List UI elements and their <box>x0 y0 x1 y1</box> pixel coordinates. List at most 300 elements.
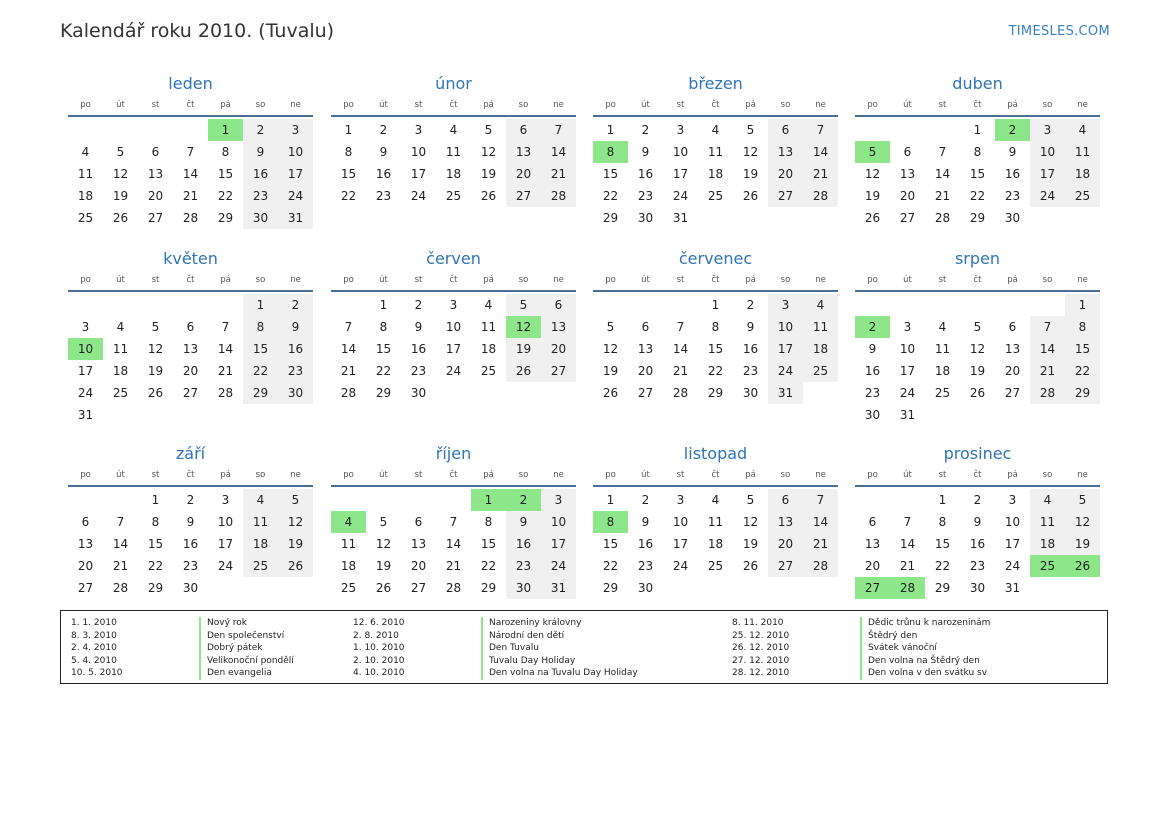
holiday-name: Dědic trůnu k narozeninám <box>860 617 990 630</box>
day-cell: 30 <box>243 207 278 229</box>
weekday-label: út <box>641 100 650 110</box>
day-cell: 11 <box>934 342 951 356</box>
day-cell: 30 <box>742 386 759 400</box>
day-cell: 12 <box>969 342 986 356</box>
day-cell: 8 <box>379 320 388 334</box>
day-cell: 29 <box>1065 382 1100 404</box>
weekday-label: pá <box>220 100 231 110</box>
day-cell: 1 <box>973 123 982 137</box>
day-cell: 14 <box>934 167 951 181</box>
month-name: říjen <box>435 444 472 463</box>
day-cell: 17 <box>768 338 803 360</box>
weekday-label: út <box>116 470 125 480</box>
day-cell: 9 <box>243 141 278 163</box>
empty-cell <box>436 489 471 511</box>
day-cell: 19 <box>147 364 164 378</box>
weekday-label: út <box>641 470 650 480</box>
day-cell: 21 <box>217 364 234 378</box>
day-cell: 7 <box>449 515 458 529</box>
day-cell: 26 <box>375 581 392 595</box>
day-cell: 24 <box>217 559 234 573</box>
day-cell: 18 <box>480 342 497 356</box>
day-cell: 7 <box>676 320 685 334</box>
day-cell: 19 <box>278 533 313 555</box>
weekday-label: út <box>379 470 388 480</box>
holiday-name: Den volna na Štědrý den <box>860 655 980 668</box>
holiday-date: 1. 10. 2010 <box>353 643 405 653</box>
day-cell: 11 <box>1030 511 1065 533</box>
day-cell: 22 <box>480 559 497 573</box>
day-cell: 4 <box>243 489 278 511</box>
empty-cell <box>855 489 890 511</box>
holiday-name: Narozeniny královny <box>481 617 581 630</box>
day-cell: 12 <box>1065 511 1100 533</box>
day-cell: 1 <box>938 493 947 507</box>
day-cell: 8 <box>1065 316 1100 338</box>
day-cell: 4 <box>803 294 838 316</box>
day-cell: 21 <box>445 559 462 573</box>
day-cell: 20 <box>541 338 576 360</box>
month-block <box>68 443 313 599</box>
day-cell: 9 <box>186 515 195 529</box>
day-cell: 28 <box>672 386 689 400</box>
days-grid <box>855 489 1100 599</box>
holiday-name: Štědrý den <box>860 630 917 643</box>
day-cell: 18 <box>1030 533 1065 555</box>
day-cell: 31 <box>1004 581 1021 595</box>
day-cell: 2 <box>973 493 982 507</box>
day-cell: 29 <box>147 581 164 595</box>
day-cell: 5 <box>973 320 982 334</box>
day-cell: 7 <box>541 119 576 141</box>
weekday-label: čt <box>186 100 195 110</box>
month-name: červenec <box>678 249 753 268</box>
day-cell: 14 <box>541 141 576 163</box>
empty-cell <box>663 294 698 316</box>
month-name: leden <box>168 74 213 93</box>
holiday-name: Den společenství <box>199 630 284 643</box>
day-cell: 14 <box>803 511 838 533</box>
day-cell: 29 <box>969 211 986 225</box>
empty-cell <box>855 294 890 316</box>
day-cell: 28 <box>1030 382 1065 404</box>
day-cell: 28 <box>541 185 576 207</box>
day-cell: 12 <box>864 167 881 181</box>
weekday-label: čt <box>973 275 982 285</box>
weekday-label: po <box>867 275 878 285</box>
empty-cell <box>401 489 436 511</box>
holiday-legend <box>60 610 1108 684</box>
month-block <box>68 73 313 229</box>
weekday-label: po <box>867 100 878 110</box>
day-cell: 1 <box>606 123 615 137</box>
day-cell: 1 <box>151 493 160 507</box>
day-cell: 11 <box>445 145 462 159</box>
weekday-label: pá <box>220 275 231 285</box>
day-cell: 8 <box>973 145 982 159</box>
day-cell: 11 <box>707 515 724 529</box>
day-cell: 22 <box>1065 360 1100 382</box>
weekday-label: po <box>343 275 354 285</box>
day-cell: 24 <box>768 360 803 382</box>
day-cell: 14 <box>340 342 357 356</box>
day-cell: 9 <box>973 515 982 529</box>
day-cell: 12 <box>375 537 392 551</box>
weekday-label: pá <box>483 470 494 480</box>
day-cell: 10 <box>68 338 103 360</box>
holiday-date: 2. 10. 2010 <box>353 655 405 666</box>
day-cell: 16 <box>864 364 881 378</box>
weekday-label: út <box>379 275 388 285</box>
empty-cell <box>68 489 103 511</box>
day-cell: 12 <box>742 145 759 159</box>
day-cell: 11 <box>243 511 278 533</box>
day-cell: 30 <box>864 408 881 422</box>
days-grid <box>855 294 1100 426</box>
day-cell: 17 <box>899 364 916 378</box>
day-cell: 18 <box>445 167 462 181</box>
day-cell: 29 <box>480 581 497 595</box>
day-cell: 23 <box>243 185 278 207</box>
weekday-label: so <box>780 100 791 110</box>
holiday-date: 10. 5. 2010 <box>71 668 123 678</box>
day-cell: 15 <box>147 537 164 551</box>
day-cell: 10 <box>672 515 689 529</box>
day-cell: 16 <box>243 163 278 185</box>
day-cell: 8 <box>711 320 720 334</box>
weekday-label: ne <box>553 470 564 480</box>
day-cell: 27 <box>182 386 199 400</box>
day-cell: 27 <box>855 577 890 599</box>
weekday-label: so <box>780 470 791 480</box>
day-cell: 10 <box>278 141 313 163</box>
weekday-label: pá <box>483 275 494 285</box>
day-cell: 22 <box>147 559 164 573</box>
day-cell: 5 <box>116 145 125 159</box>
day-cell: 7 <box>344 320 353 334</box>
weekday-label: čt <box>711 470 720 480</box>
day-cell: 30 <box>182 581 199 595</box>
days-grid <box>68 119 313 229</box>
day-cell: 14 <box>112 537 129 551</box>
day-cell: 5 <box>606 320 615 334</box>
day-cell: 13 <box>768 511 803 533</box>
day-cell: 9 <box>1008 145 1017 159</box>
weekday-header <box>855 469 1100 487</box>
day-cell: 1 <box>606 493 615 507</box>
empty-cell <box>331 294 366 316</box>
day-cell: 13 <box>637 342 654 356</box>
days-grid <box>331 294 576 404</box>
day-cell: 30 <box>410 386 427 400</box>
weekday-label: pá <box>1007 470 1018 480</box>
legend-row <box>732 642 1092 655</box>
day-cell: 26 <box>969 386 986 400</box>
day-cell: 19 <box>969 364 986 378</box>
day-cell: 12 <box>112 167 129 181</box>
weekday-label: so <box>255 100 266 110</box>
day-cell: 26 <box>602 386 619 400</box>
day-cell: 30 <box>506 577 541 599</box>
day-cell: 22 <box>217 189 234 203</box>
day-cell: 19 <box>864 189 881 203</box>
day-cell: 2 <box>278 294 313 316</box>
empty-cell <box>103 294 138 316</box>
legend-row <box>353 630 713 643</box>
day-cell: 15 <box>602 167 619 181</box>
holiday-name: Nový rok <box>199 617 247 630</box>
weekday-label: st <box>414 470 423 480</box>
day-cell: 25 <box>707 189 724 203</box>
day-cell: 3 <box>1008 493 1017 507</box>
weekday-header <box>593 469 838 487</box>
day-cell: 26 <box>1065 555 1100 577</box>
weekday-label: čt <box>973 470 982 480</box>
day-cell: 3 <box>676 493 685 507</box>
holiday-date: 27. 12. 2010 <box>732 655 790 666</box>
brand-link[interactable]: TIMESLES.COM <box>1008 24 1110 39</box>
day-cell: 5 <box>278 489 313 511</box>
holiday-name: Den evangelia <box>199 667 272 680</box>
day-cell: 23 <box>1004 189 1021 203</box>
day-cell: 16 <box>278 338 313 360</box>
day-cell: 6 <box>903 145 912 159</box>
day-cell: 29 <box>217 211 234 225</box>
day-cell: 9 <box>641 145 650 159</box>
day-cell: 12 <box>147 342 164 356</box>
day-cell: 3 <box>541 489 576 511</box>
month-block <box>593 73 838 229</box>
day-cell: 11 <box>480 320 497 334</box>
day-cell: 23 <box>864 386 881 400</box>
day-cell: 17 <box>541 533 576 555</box>
days-grid <box>68 489 313 599</box>
weekday-header <box>331 469 576 487</box>
day-cell: 13 <box>182 342 199 356</box>
day-cell: 19 <box>602 364 619 378</box>
day-cell: 26 <box>112 211 129 225</box>
day-cell: 14 <box>672 342 689 356</box>
day-cell: 31 <box>278 207 313 229</box>
day-cell: 18 <box>77 189 94 203</box>
legend-row <box>353 642 713 655</box>
day-cell: 13 <box>506 141 541 163</box>
day-cell: 19 <box>742 537 759 551</box>
day-cell: 20 <box>768 533 803 555</box>
weekday-label: st <box>414 100 423 110</box>
weekday-header <box>855 274 1100 292</box>
holiday-name: Den volna na Tuvalu Day Holiday <box>481 667 638 680</box>
empty-cell <box>68 294 103 316</box>
day-cell: 11 <box>77 167 94 181</box>
day-cell: 8 <box>344 145 353 159</box>
weekday-label: čt <box>449 470 458 480</box>
day-cell: 25 <box>480 364 497 378</box>
day-cell: 27 <box>1004 386 1021 400</box>
day-cell: 28 <box>890 577 925 599</box>
day-cell: 31 <box>899 408 916 422</box>
day-cell: 2 <box>414 298 423 312</box>
day-cell: 5 <box>1065 489 1100 511</box>
day-cell: 17 <box>1030 163 1065 185</box>
day-cell: 19 <box>375 559 392 573</box>
empty-cell <box>208 294 243 316</box>
day-cell: 23 <box>969 559 986 573</box>
weekday-label: út <box>116 275 125 285</box>
day-cell: 7 <box>221 320 230 334</box>
day-cell: 11 <box>803 316 838 338</box>
weekday-label: so <box>255 470 266 480</box>
day-cell: 8 <box>938 515 947 529</box>
day-cell: 3 <box>768 294 803 316</box>
day-cell: 24 <box>541 555 576 577</box>
day-cell: 20 <box>899 189 916 203</box>
day-cell: 23 <box>637 189 654 203</box>
days-grid <box>331 489 576 599</box>
empty-cell <box>855 119 890 141</box>
day-cell: 20 <box>147 189 164 203</box>
day-cell: 21 <box>340 364 357 378</box>
day-cell: 27 <box>637 386 654 400</box>
day-cell: 18 <box>112 364 129 378</box>
day-cell: 10 <box>899 342 916 356</box>
day-cell: 1 <box>1065 294 1100 316</box>
day-cell: 19 <box>1065 533 1100 555</box>
day-cell: 16 <box>506 533 541 555</box>
empty-cell <box>925 119 960 141</box>
month-name: únor <box>435 74 472 93</box>
day-cell: 2 <box>506 489 541 511</box>
day-cell: 14 <box>803 141 838 163</box>
day-cell: 3 <box>449 298 458 312</box>
day-cell: 17 <box>410 167 427 181</box>
weekday-label: ne <box>815 100 826 110</box>
day-cell: 28 <box>340 386 357 400</box>
day-cell: 7 <box>116 515 125 529</box>
empty-cell <box>138 294 173 316</box>
day-cell: 23 <box>375 189 392 203</box>
month-block <box>68 248 313 426</box>
day-cell: 24 <box>410 189 427 203</box>
day-cell: 26 <box>742 559 759 573</box>
day-cell: 17 <box>445 342 462 356</box>
day-cell: 7 <box>186 145 195 159</box>
day-cell: 3 <box>903 320 912 334</box>
day-cell: 16 <box>742 342 759 356</box>
day-cell: 7 <box>903 515 912 529</box>
day-cell: 20 <box>637 364 654 378</box>
day-cell: 24 <box>445 364 462 378</box>
day-cell: 21 <box>182 189 199 203</box>
day-cell: 14 <box>899 537 916 551</box>
day-cell: 27 <box>899 211 916 225</box>
holiday-date: 2. 8. 2010 <box>353 630 399 641</box>
day-cell: 18 <box>707 537 724 551</box>
holiday-name: Den volna v den svátku sv <box>860 667 987 680</box>
day-cell: 10 <box>217 515 234 529</box>
holiday-name: Svátek vánoční <box>860 642 937 655</box>
day-cell: 2 <box>746 298 755 312</box>
weekday-label: po <box>605 100 616 110</box>
weekday-label: st <box>676 470 685 480</box>
day-cell: 29 <box>375 386 392 400</box>
day-cell: 25 <box>243 555 278 577</box>
day-cell: 11 <box>340 537 357 551</box>
day-cell: 28 <box>445 581 462 595</box>
day-cell: 19 <box>112 189 129 203</box>
legend-row <box>353 617 713 630</box>
day-cell: 15 <box>480 537 497 551</box>
day-cell: 21 <box>934 189 951 203</box>
empty-cell <box>68 119 103 141</box>
day-cell: 3 <box>81 320 90 334</box>
day-cell: 28 <box>182 211 199 225</box>
weekday-label: ne <box>815 275 826 285</box>
day-cell: 19 <box>506 338 541 360</box>
weekday-label: ne <box>1077 275 1088 285</box>
day-cell: 4 <box>938 320 947 334</box>
weekday-label: pá <box>745 275 756 285</box>
holiday-date: 8. 3. 2010 <box>71 630 117 641</box>
weekday-label: čt <box>711 100 720 110</box>
weekday-label: st <box>676 275 685 285</box>
day-cell: 25 <box>112 386 129 400</box>
day-cell: 19 <box>742 167 759 181</box>
day-cell: 26 <box>742 189 759 203</box>
day-cell: 29 <box>934 581 951 595</box>
day-cell: 18 <box>803 338 838 360</box>
day-cell: 22 <box>969 189 986 203</box>
month-name: listopad <box>683 444 748 463</box>
day-cell: 5 <box>484 123 493 137</box>
weekday-label: po <box>867 470 878 480</box>
day-cell: 6 <box>541 294 576 316</box>
weekday-label: st <box>151 275 160 285</box>
holiday-date: 28. 12. 2010 <box>732 668 790 678</box>
day-cell: 23 <box>506 555 541 577</box>
weekday-header <box>593 99 838 117</box>
weekday-header <box>68 99 313 117</box>
month-name: duben <box>952 74 1003 93</box>
holiday-name: Velikonoční pondělí <box>199 655 294 668</box>
day-cell: 14 <box>217 342 234 356</box>
weekday-label: ne <box>1077 100 1088 110</box>
weekday-label: po <box>80 100 91 110</box>
weekday-label: čt <box>186 470 195 480</box>
day-cell: 26 <box>278 555 313 577</box>
day-cell: 8 <box>221 145 230 159</box>
weekday-label: st <box>151 100 160 110</box>
day-cell: 20 <box>1004 364 1021 378</box>
day-cell: 23 <box>182 559 199 573</box>
day-cell: 13 <box>899 167 916 181</box>
weekday-label: po <box>343 470 354 480</box>
holiday-name: Národní den dětí <box>481 630 564 643</box>
empty-cell <box>628 294 663 316</box>
day-cell: 20 <box>182 364 199 378</box>
day-cell: 18 <box>707 167 724 181</box>
day-cell: 15 <box>243 338 278 360</box>
day-cell: 10 <box>410 145 427 159</box>
days-grid <box>593 294 838 404</box>
day-cell: 28 <box>112 581 129 595</box>
day-cell: 21 <box>899 559 916 573</box>
day-cell: 13 <box>77 537 94 551</box>
day-cell: 29 <box>707 386 724 400</box>
day-cell: 26 <box>147 386 164 400</box>
day-cell: 28 <box>803 185 838 207</box>
holiday-name: Den Tuvalu <box>481 642 539 655</box>
